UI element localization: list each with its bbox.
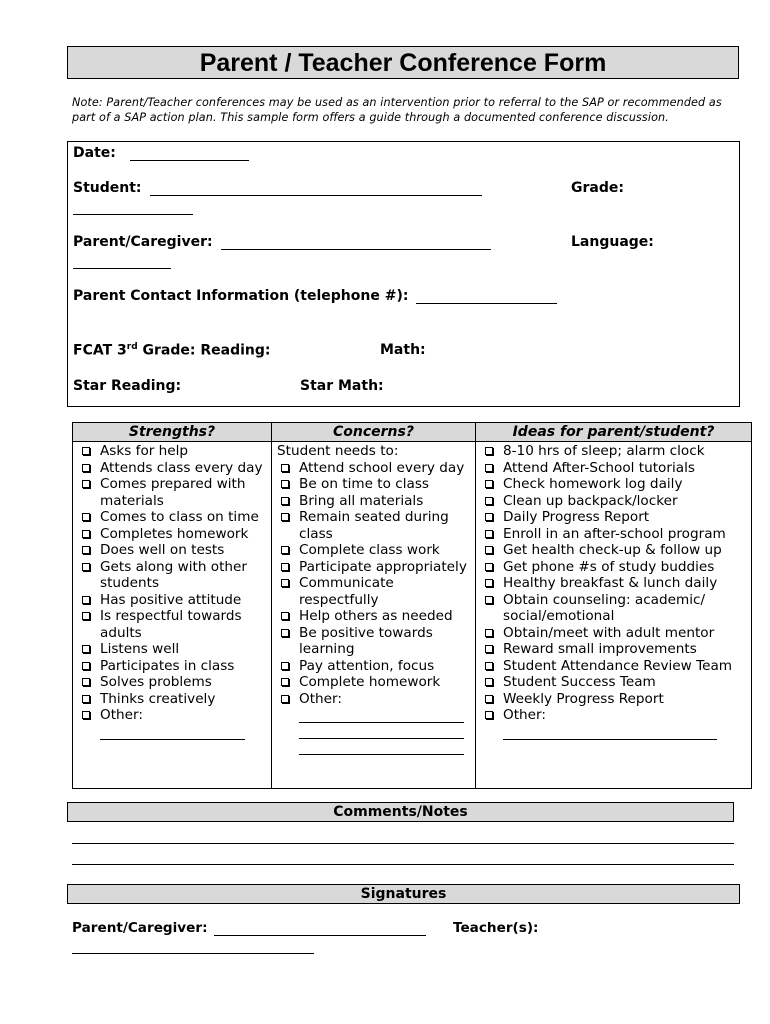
checkbox-icon[interactable] bbox=[82, 464, 90, 472]
idea-item[interactable] bbox=[481, 526, 748, 543]
idea-item-label: Get phone #s of study buddies bbox=[503, 558, 715, 575]
idea-item-label: Obtain counseling: academic/ social/emotional bbox=[503, 591, 706, 624]
idea-item[interactable] bbox=[481, 542, 748, 559]
concerns-column bbox=[272, 442, 476, 789]
ideas-column bbox=[476, 442, 752, 789]
idea-item-label: Healthy breakfast & lunch daily bbox=[503, 575, 718, 591]
concern-item-label: Attend school every day bbox=[299, 459, 465, 476]
strength-item-label: Other: bbox=[100, 707, 143, 723]
concern-item[interactable] bbox=[277, 625, 472, 658]
checkbox-icon[interactable] bbox=[485, 695, 493, 703]
fcat-math-label: Math: bbox=[380, 342, 426, 358]
concern-item[interactable] bbox=[277, 476, 472, 493]
concern-item-label: Bring all materials bbox=[299, 492, 424, 509]
strength-item[interactable] bbox=[78, 476, 268, 509]
idea-item[interactable] bbox=[481, 509, 748, 526]
checkbox-icon[interactable] bbox=[82, 612, 90, 620]
strengths-list bbox=[78, 443, 268, 724]
strengths-other-blank[interactable] bbox=[100, 724, 245, 740]
idea-item-label: Reward small improvements bbox=[503, 641, 697, 657]
comments-header: Comments/Notes bbox=[67, 802, 734, 822]
student-info-box bbox=[67, 141, 740, 407]
student-field[interactable] bbox=[73, 180, 482, 196]
checkbox-icon[interactable] bbox=[82, 645, 90, 653]
student-label: Student: bbox=[73, 180, 142, 196]
date-field[interactable] bbox=[73, 145, 249, 161]
checkbox-icon[interactable] bbox=[281, 612, 289, 620]
idea-item[interactable] bbox=[481, 460, 748, 477]
concern-item-label: Complete homework bbox=[299, 674, 441, 690]
parent-signature-blank[interactable] bbox=[214, 921, 426, 936]
concern-item-label: Other: bbox=[299, 690, 342, 707]
strength-item[interactable] bbox=[78, 592, 268, 609]
checkbox-icon[interactable] bbox=[82, 596, 90, 604]
concern-item[interactable] bbox=[277, 658, 472, 675]
concern-item[interactable] bbox=[277, 575, 472, 608]
checkbox-icon[interactable] bbox=[82, 447, 90, 455]
strength-item[interactable] bbox=[78, 542, 268, 559]
idea-item[interactable] bbox=[481, 493, 748, 510]
ideas-list bbox=[481, 443, 748, 724]
idea-item-label: Check homework log daily bbox=[503, 476, 683, 492]
teacher-signature-label: Teacher(s): bbox=[453, 920, 539, 936]
checkbox-icon[interactable] bbox=[281, 678, 289, 686]
parent-signature-label: Parent/Caregiver: bbox=[72, 920, 208, 936]
checkbox-icon[interactable] bbox=[82, 678, 90, 686]
checkbox-icon[interactable] bbox=[82, 563, 90, 571]
checkbox-icon[interactable] bbox=[82, 530, 90, 538]
checkbox-icon[interactable] bbox=[281, 695, 289, 703]
idea-item[interactable] bbox=[481, 559, 748, 576]
checkbox-icon[interactable] bbox=[82, 480, 90, 488]
strength-item-label: Completes homework bbox=[100, 525, 249, 542]
concerns-list bbox=[277, 460, 472, 708]
checkbox-icon[interactable] bbox=[281, 579, 289, 587]
concerns-other-blank-2[interactable] bbox=[299, 723, 464, 739]
student-blank[interactable] bbox=[150, 181, 482, 196]
strength-item-label: Attends class every day bbox=[100, 459, 263, 476]
idea-item-label: Daily Progress Report bbox=[503, 509, 650, 525]
idea-item[interactable] bbox=[481, 625, 748, 642]
concerns-intro: Student needs to: bbox=[277, 443, 399, 459]
language-blank[interactable] bbox=[73, 254, 171, 269]
ideas-header: Ideas for parent/student? bbox=[476, 423, 752, 442]
grade-blank[interactable] bbox=[73, 200, 193, 215]
checkbox-icon[interactable] bbox=[485, 480, 493, 488]
strength-item[interactable] bbox=[78, 443, 268, 460]
comments-line-1[interactable] bbox=[72, 843, 734, 844]
idea-item-label: Weekly Progress Report bbox=[503, 690, 664, 707]
concern-item-label: Be positive towards learning bbox=[299, 624, 433, 657]
checkbox-icon[interactable] bbox=[485, 579, 493, 587]
strength-item-label: Solves problems bbox=[100, 674, 212, 690]
checkbox-icon[interactable] bbox=[82, 695, 90, 703]
parent-contact-blank[interactable] bbox=[416, 289, 557, 304]
checkbox-icon[interactable] bbox=[485, 596, 493, 604]
signatures-header: Signatures bbox=[67, 884, 740, 904]
checkbox-icon[interactable] bbox=[485, 464, 493, 472]
conference-checklist-table bbox=[72, 422, 752, 789]
parent-contact-label: Parent Contact Information (telephone #): bbox=[73, 288, 409, 304]
strength-item[interactable] bbox=[78, 691, 268, 708]
strength-item-label: Is respectful towards adults bbox=[100, 608, 242, 641]
checkbox-icon[interactable] bbox=[485, 645, 493, 653]
checkbox-icon[interactable] bbox=[281, 629, 289, 637]
grade-label: Grade: bbox=[571, 180, 624, 196]
concern-item[interactable] bbox=[277, 493, 472, 510]
idea-item[interactable] bbox=[481, 575, 748, 592]
checkbox-icon[interactable] bbox=[281, 497, 289, 505]
idea-item[interactable] bbox=[481, 641, 748, 658]
strength-item[interactable] bbox=[78, 674, 268, 691]
concern-item-label: Pay attention, focus bbox=[299, 657, 435, 674]
checkbox-icon[interactable] bbox=[281, 662, 289, 670]
idea-item[interactable] bbox=[481, 476, 748, 493]
idea-item-label: Clean up backpack/locker bbox=[503, 492, 678, 509]
parent-caregiver-label: Parent/Caregiver: bbox=[73, 234, 213, 250]
strength-item[interactable] bbox=[78, 526, 268, 543]
checkbox-icon[interactable] bbox=[281, 464, 289, 472]
idea-item[interactable] bbox=[481, 592, 748, 625]
checkbox-icon[interactable] bbox=[281, 563, 289, 571]
idea-item-label: Get health check-up & follow up bbox=[503, 542, 722, 558]
concern-item-label: Help others as needed bbox=[299, 608, 453, 624]
ideas-other-blank[interactable] bbox=[503, 724, 717, 740]
strength-item[interactable] bbox=[78, 608, 268, 641]
idea-item-label: 8-10 hrs of sleep; alarm clock bbox=[503, 443, 705, 459]
strengths-column bbox=[73, 442, 272, 789]
checkbox-icon[interactable] bbox=[485, 497, 493, 505]
strength-item[interactable] bbox=[78, 658, 268, 675]
checkbox-icon[interactable] bbox=[485, 546, 493, 554]
checkbox-icon[interactable] bbox=[485, 530, 493, 538]
checkbox-icon[interactable] bbox=[485, 447, 493, 455]
idea-item[interactable] bbox=[481, 658, 748, 675]
strength-item-label: Comes prepared with materials bbox=[100, 476, 246, 509]
parent-caregiver-blank[interactable] bbox=[221, 235, 491, 250]
concern-item[interactable] bbox=[277, 559, 472, 576]
idea-item-label: Enroll in an after-school program bbox=[503, 525, 726, 542]
concern-item[interactable] bbox=[277, 542, 472, 559]
strength-item-label: Thinks creatively bbox=[100, 690, 216, 707]
checkbox-icon[interactable] bbox=[485, 629, 493, 637]
strength-item[interactable] bbox=[78, 460, 268, 477]
strength-item[interactable] bbox=[78, 559, 268, 592]
strength-item-label: Has positive attitude bbox=[100, 591, 242, 608]
parent-signature-field[interactable] bbox=[72, 920, 426, 936]
teacher-signature-blank[interactable] bbox=[72, 939, 314, 954]
idea-item-label: Student Attendance Review Team bbox=[503, 657, 733, 674]
concern-item[interactable] bbox=[277, 674, 472, 691]
strength-item-label: Asks for help bbox=[100, 443, 189, 459]
checkbox-icon[interactable] bbox=[281, 513, 289, 521]
star-math-label: Star Math: bbox=[300, 378, 384, 394]
idea-item-label: Other: bbox=[503, 707, 546, 723]
checkbox-icon[interactable] bbox=[485, 662, 493, 670]
checkbox-icon[interactable] bbox=[485, 678, 493, 686]
idea-item-label: Obtain/meet with adult mentor bbox=[503, 624, 715, 641]
concern-item-label: Be on time to class bbox=[299, 476, 430, 492]
concern-item[interactable] bbox=[277, 691, 472, 708]
checkbox-icon[interactable] bbox=[82, 513, 90, 521]
checkbox-icon[interactable] bbox=[82, 546, 90, 554]
intro-note: Note: Parent/Teacher conferences may be used as an intervention prior to referral to the SAP or recommended as part of a SAP action plan. This sample form offers a guide through a documented conference discussion. bbox=[72, 96, 722, 124]
checkbox-icon[interactable] bbox=[281, 480, 289, 488]
checkbox-icon[interactable] bbox=[485, 563, 493, 571]
checkbox-icon[interactable] bbox=[82, 711, 90, 719]
strengths-header: Strengths? bbox=[73, 423, 272, 442]
idea-item[interactable] bbox=[481, 674, 748, 691]
concern-item[interactable] bbox=[277, 509, 472, 542]
concern-item-label: Participate appropriately bbox=[299, 558, 467, 575]
concerns-other-blank-1[interactable] bbox=[299, 707, 464, 723]
fcat-reading-label: FCAT 3rd Grade: Reading: bbox=[73, 342, 271, 359]
idea-item-label: Student Success Team bbox=[503, 674, 656, 690]
comments-line-2[interactable] bbox=[72, 864, 734, 865]
checkbox-icon[interactable] bbox=[485, 513, 493, 521]
date-label: Date: bbox=[73, 145, 116, 161]
parent-caregiver-field[interactable] bbox=[73, 234, 491, 250]
strength-item-label: Does well on tests bbox=[100, 542, 225, 558]
star-reading-label: Star Reading: bbox=[73, 378, 182, 394]
parent-contact-field[interactable] bbox=[73, 288, 557, 304]
strength-item[interactable] bbox=[78, 509, 268, 526]
strength-item-label: Comes to class on time bbox=[100, 509, 259, 525]
date-blank[interactable] bbox=[130, 146, 249, 161]
strength-item-label: Participates in class bbox=[100, 657, 235, 674]
idea-item[interactable] bbox=[481, 443, 748, 460]
language-label: Language: bbox=[571, 234, 654, 250]
concerns-other-blank-3[interactable] bbox=[299, 739, 464, 755]
form-title: Parent / Teacher Conference Form bbox=[67, 46, 739, 79]
idea-item-label: Attend After-School tutorials bbox=[503, 459, 695, 476]
checkbox-icon[interactable] bbox=[281, 546, 289, 554]
concern-item[interactable] bbox=[277, 460, 472, 477]
strength-item[interactable] bbox=[78, 641, 268, 658]
concern-item[interactable] bbox=[277, 608, 472, 625]
checkbox-icon[interactable] bbox=[82, 662, 90, 670]
concern-item-label: Communicate respectfully bbox=[299, 575, 394, 608]
idea-item[interactable] bbox=[481, 707, 748, 724]
concern-item-label: Remain seated during class bbox=[299, 509, 449, 542]
strength-item[interactable] bbox=[78, 707, 268, 724]
checkbox-icon[interactable] bbox=[485, 711, 493, 719]
strength-item-label: Listens well bbox=[100, 641, 180, 657]
strength-item-label: Gets along with other students bbox=[100, 558, 247, 591]
idea-item[interactable] bbox=[481, 691, 748, 708]
concerns-header: Concerns? bbox=[272, 423, 476, 442]
concern-item-label: Complete class work bbox=[299, 542, 440, 558]
